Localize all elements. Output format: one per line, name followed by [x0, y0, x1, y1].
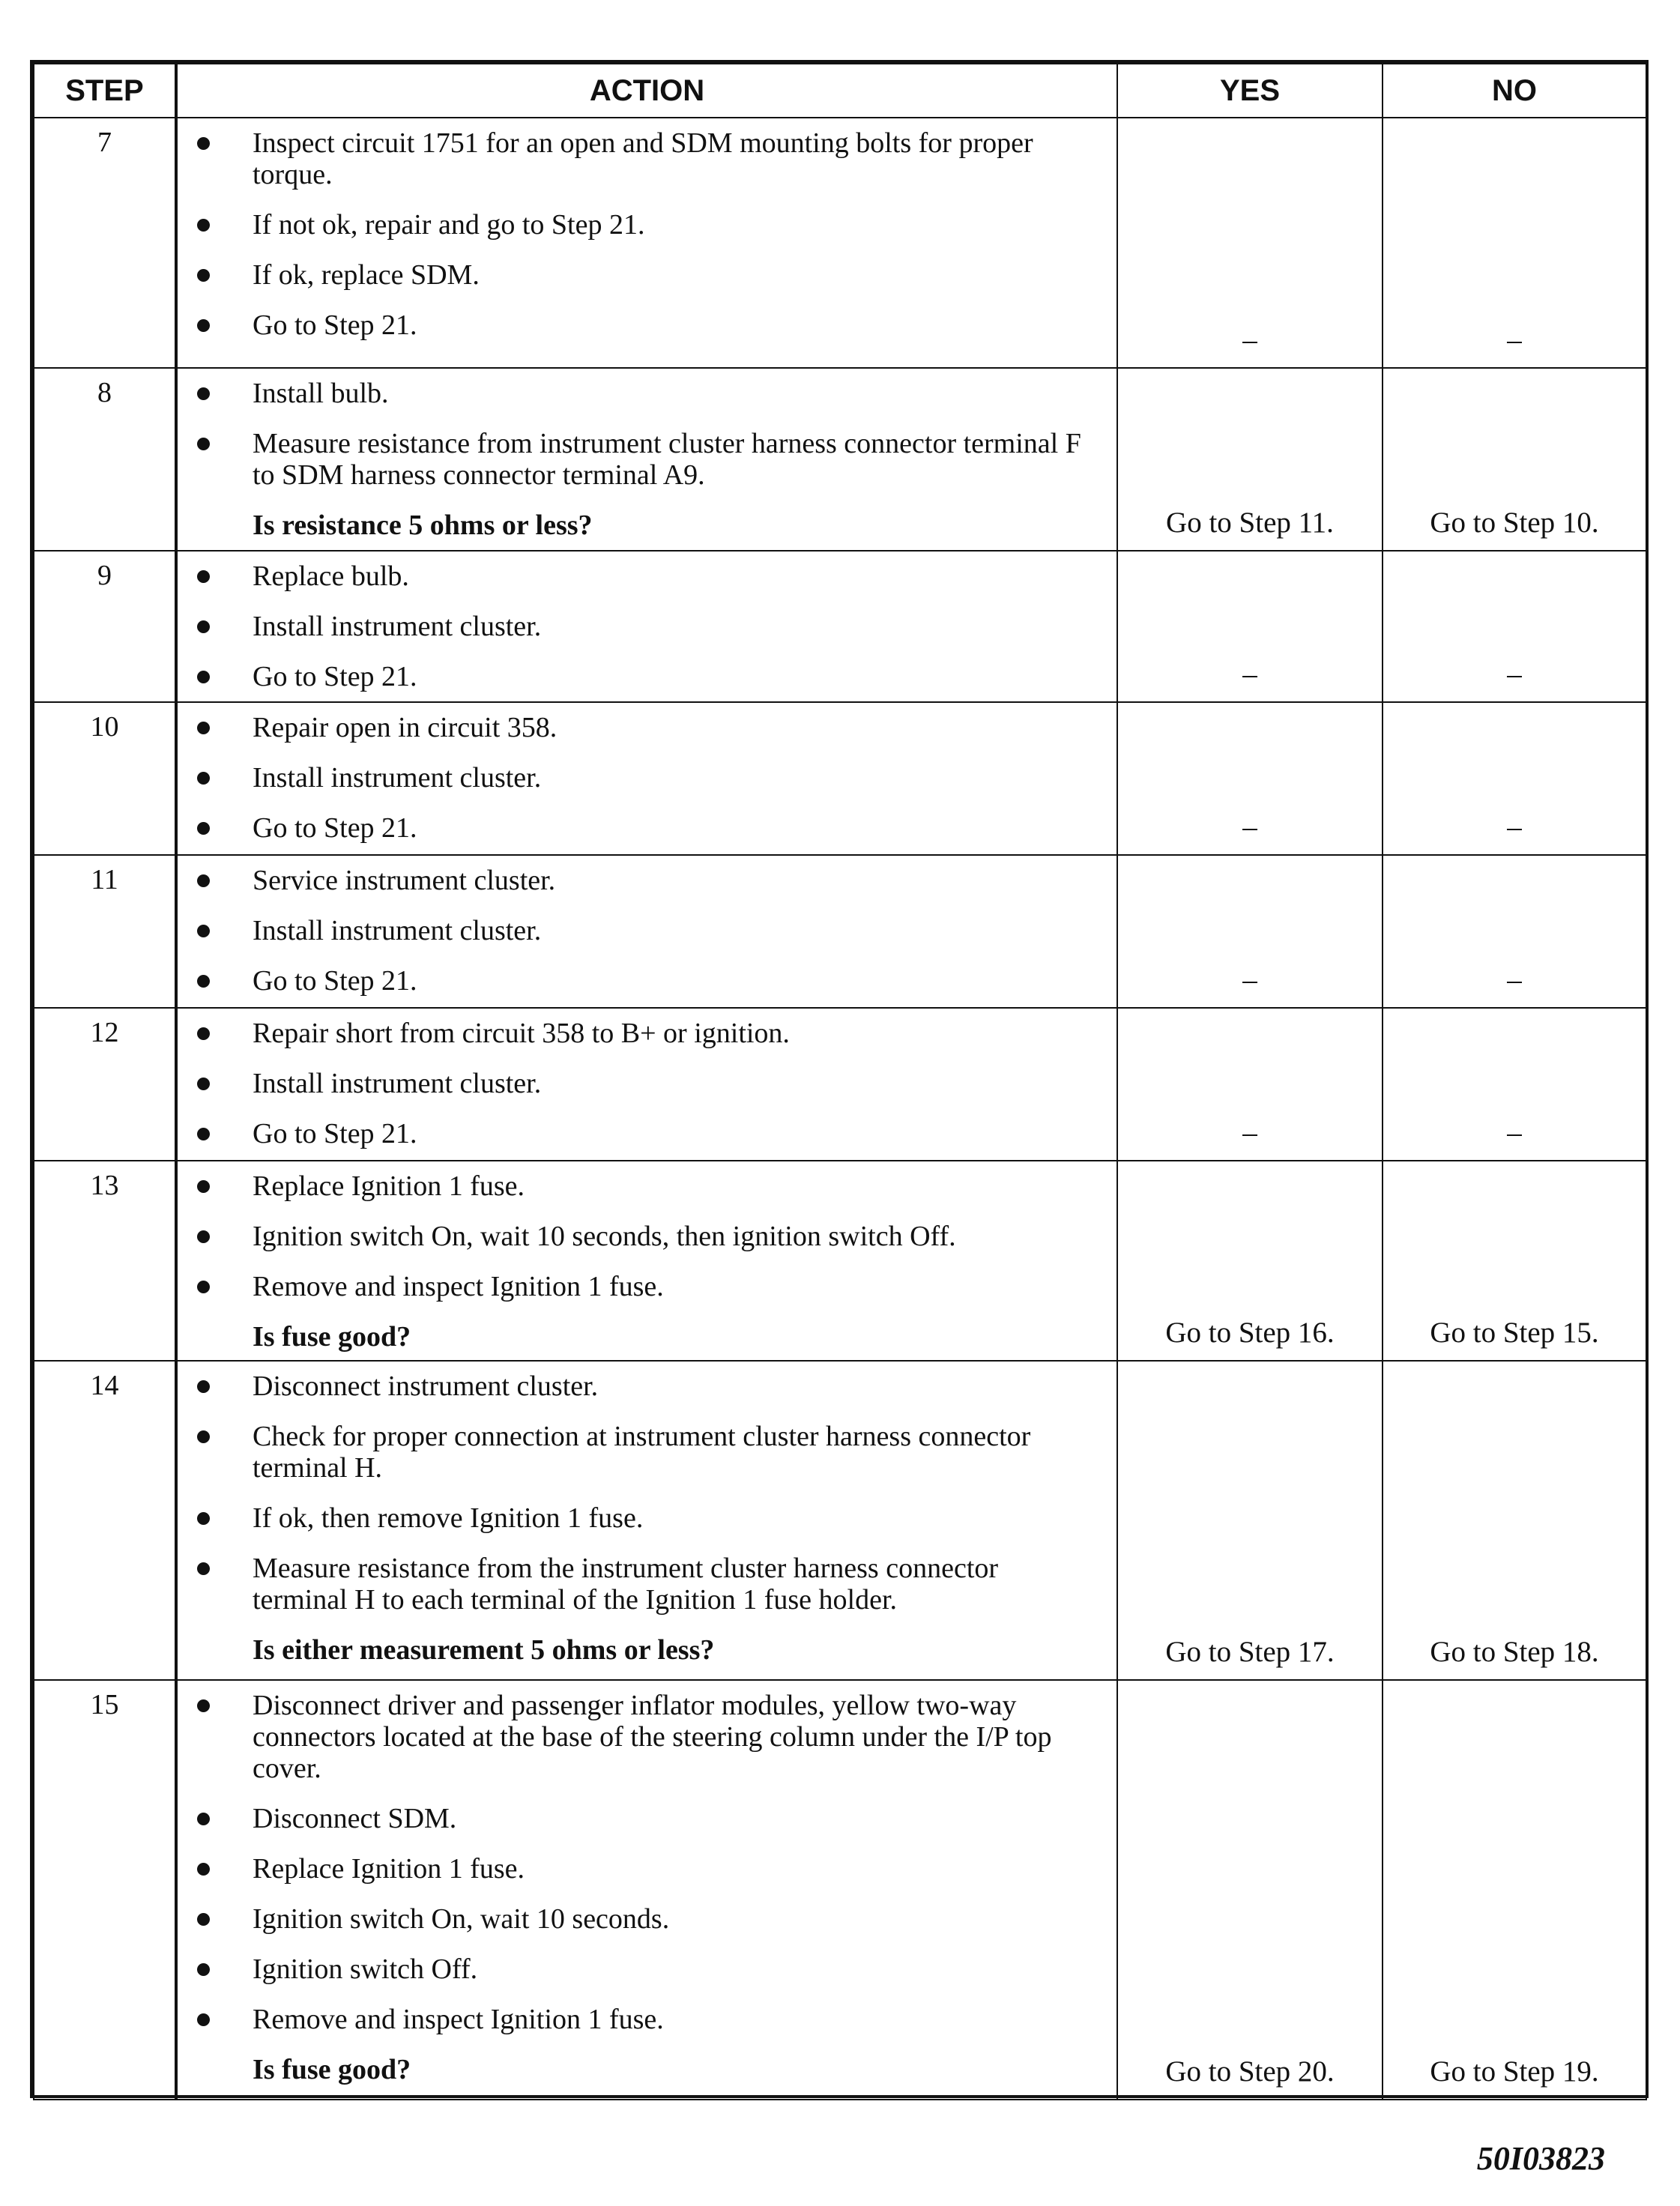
bullet-icon: [197, 570, 210, 583]
bullet-icon: [197, 874, 210, 887]
action-text: Replace bulb.: [253, 560, 409, 592]
action-text: Go to Step 21.: [253, 661, 417, 692]
action-cell: [176, 1161, 1117, 1361]
no-result: Go to Step 15.: [1383, 1161, 1646, 1361]
action-text: Install instrument cluster.: [253, 611, 542, 642]
no-result: Go to Step 19.: [1383, 1680, 1646, 2100]
step-number: 9: [34, 551, 176, 702]
action-item: [193, 1170, 1094, 1202]
action-text: Disconnect SDM.: [253, 1803, 457, 1834]
action-item: [193, 1953, 1094, 1985]
no-result: –: [1383, 118, 1646, 368]
action-text: Replace Ignition 1 fuse.: [253, 1853, 525, 1885]
table-row: [34, 1008, 1646, 1161]
action-cell: [176, 551, 1117, 702]
action-cell: [176, 118, 1117, 368]
action-item: [193, 1221, 1094, 1252]
action-text: If not ok, repair and go to Step 21.: [253, 209, 645, 241]
no-result: –: [1383, 702, 1646, 855]
action-item: [193, 1502, 1094, 1534]
diagnostic-table: [33, 63, 1647, 2100]
action-cell: [176, 1680, 1117, 2100]
action-item: [193, 611, 1094, 642]
action-item: [193, 378, 1094, 409]
action-item: [193, 712, 1094, 743]
action-text: Disconnect instrument cluster.: [253, 1371, 599, 1402]
table-row: [34, 368, 1646, 551]
step-number: 13: [34, 1161, 176, 1361]
step-number: 15: [34, 1680, 176, 2100]
action-item: [193, 259, 1094, 291]
action-item: [193, 865, 1094, 896]
action-text: Ignition switch Off.: [253, 1953, 478, 1985]
bullet-icon: [197, 1430, 210, 1443]
bullet-icon: [197, 387, 210, 400]
action-item: [193, 1690, 1094, 1784]
action-item: [193, 1118, 1094, 1149]
action-item: [193, 762, 1094, 794]
action-item: [193, 1553, 1094, 1616]
action-item: [193, 2004, 1094, 2035]
action-item: [193, 1068, 1094, 1099]
action-item: [193, 1018, 1094, 1049]
action-cell: [176, 368, 1117, 551]
action-item: [193, 428, 1094, 491]
yes-result: –: [1117, 1008, 1383, 1161]
action-text: Inspect circuit 1751 for an open and SDM mounting bolts for proper torque.: [253, 127, 1033, 190]
action-question: Is resistance 5 ohms or less?: [253, 510, 593, 541]
yes-result: Go to Step 17.: [1117, 1361, 1383, 1680]
table-body: [34, 118, 1646, 2100]
no-result: Go to Step 10.: [1383, 368, 1646, 551]
action-cell: [176, 702, 1117, 855]
action-cell: [176, 1361, 1117, 1680]
bullet-icon: [197, 438, 210, 450]
bullet-icon: [197, 319, 210, 332]
bullet-icon: [197, 722, 210, 734]
table-row: [34, 551, 1646, 702]
bullet-icon: [197, 1078, 210, 1090]
action-cell: [176, 855, 1117, 1008]
no-result: Go to Step 18.: [1383, 1361, 1646, 1680]
action-text: Go to Step 21.: [253, 812, 417, 844]
bullet-icon: [197, 620, 210, 633]
action-item: [193, 560, 1094, 592]
bullet-icon: [197, 1512, 210, 1525]
bullet-icon: [197, 1027, 210, 1040]
bullet-icon: [197, 1230, 210, 1243]
no-result: –: [1383, 1008, 1646, 1161]
action-cell: [176, 1008, 1117, 1161]
table-row: [34, 118, 1646, 368]
bullet-icon: [197, 1963, 210, 1976]
step-number: 11: [34, 855, 176, 1008]
action-item: [193, 661, 1094, 692]
action-item: [193, 965, 1094, 997]
table-row: [34, 702, 1646, 855]
bullet-icon: [197, 137, 210, 150]
action-item: [193, 209, 1094, 241]
action-text: Go to Step 21.: [253, 309, 417, 341]
table-row: [34, 855, 1646, 1008]
action-text: Service instrument cluster.: [253, 865, 556, 896]
bullet-icon: [197, 1562, 210, 1575]
bullet-icon: [197, 1863, 210, 1876]
document-code: 50I03823: [1476, 2140, 1605, 2177]
action-text: If ok, then remove Ignition 1 fuse.: [253, 1502, 644, 1534]
action-text: Install instrument cluster.: [253, 1068, 542, 1099]
action-text: Ignition switch On, wait 10 seconds, then ignition switch Off.: [253, 1221, 956, 1252]
action-item: [193, 1271, 1094, 1302]
action-text: Go to Step 21.: [253, 965, 417, 997]
table-row: [34, 1680, 1646, 2100]
bullet-icon: [197, 219, 210, 232]
bullet-icon: [197, 1699, 210, 1712]
action-text: Remove and inspect Ignition 1 fuse.: [253, 2004, 664, 2035]
table-row: [34, 1161, 1646, 1361]
bullet-icon: [197, 975, 210, 988]
action-item: [193, 1803, 1094, 1834]
action-item: [193, 1903, 1094, 1935]
step-number: 10: [34, 702, 176, 855]
yes-result: Go to Step 20.: [1117, 1680, 1383, 2100]
action-question: Is fuse good?: [253, 1321, 411, 1353]
yes-result: Go to Step 11.: [1117, 368, 1383, 551]
action-text: Repair short from circuit 358 to B+ or ignition.: [253, 1018, 790, 1049]
action-question: Is either measurement 5 ohms or less?: [253, 1634, 715, 1666]
action-text: If ok, replace SDM.: [253, 259, 480, 291]
action-text: Repair open in circuit 358.: [253, 712, 558, 743]
action-item: [193, 1853, 1094, 1885]
action-item: [193, 1371, 1094, 1402]
bullet-icon: [197, 822, 210, 835]
bullet-icon: [197, 1913, 210, 1926]
action-text: Disconnect driver and passenger inflator modules, yellow two-way connectors located at the base of the steering column under the I/P top cover.: [253, 1690, 1052, 1784]
action-question: Is fuse good?: [253, 2054, 411, 2085]
action-item: [193, 309, 1094, 341]
bullet-icon: [197, 269, 210, 282]
bullet-icon: [197, 1180, 210, 1193]
action-item: [193, 127, 1094, 190]
diagnostic-table-container: [30, 60, 1649, 2098]
no-result: –: [1383, 551, 1646, 702]
bullet-icon: [197, 671, 210, 683]
column-header-action: ACTION: [176, 64, 1117, 118]
table-header-row: [34, 64, 1646, 118]
column-header-no: NO: [1383, 64, 1646, 118]
yes-result: –: [1117, 702, 1383, 855]
action-text: Measure resistance from instrument cluster harness connector terminal F to SDM harness connector terminal A9.: [253, 428, 1081, 491]
bullet-icon: [197, 772, 210, 785]
action-text: Install instrument cluster.: [253, 762, 542, 794]
yes-result: –: [1117, 118, 1383, 368]
action-text: Measure resistance from the instrument cluster harness connector terminal H to each terminal of the Ignition 1 fuse holder.: [253, 1553, 999, 1616]
action-text: Remove and inspect Ignition 1 fuse.: [253, 1271, 664, 1302]
bullet-icon: [197, 1281, 210, 1293]
table-row: [34, 1361, 1646, 1680]
column-header-yes: YES: [1117, 64, 1383, 118]
bullet-icon: [197, 1813, 210, 1825]
yes-result: –: [1117, 551, 1383, 702]
column-header-step: STEP: [34, 64, 176, 118]
step-number: 7: [34, 118, 176, 368]
action-text: Install instrument cluster.: [253, 915, 542, 946]
action-item: [193, 915, 1094, 946]
no-result: –: [1383, 855, 1646, 1008]
bullet-icon: [197, 1128, 210, 1140]
step-number: 12: [34, 1008, 176, 1161]
action-text: Replace Ignition 1 fuse.: [253, 1170, 525, 1202]
action-text: Go to Step 21.: [253, 1118, 417, 1149]
yes-result: –: [1117, 855, 1383, 1008]
yes-result: Go to Step 16.: [1117, 1161, 1383, 1361]
action-item: [193, 812, 1094, 844]
action-text: Install bulb.: [253, 378, 389, 409]
action-item: [193, 1421, 1094, 1484]
bullet-icon: [197, 925, 210, 937]
bullet-icon: [197, 2013, 210, 2026]
step-number: 14: [34, 1361, 176, 1680]
step-number: 8: [34, 368, 176, 551]
action-text: Ignition switch On, wait 10 seconds.: [253, 1903, 670, 1935]
action-text: Check for proper connection at instrument cluster harness connector terminal H.: [253, 1421, 1031, 1484]
bullet-icon: [197, 1380, 210, 1393]
